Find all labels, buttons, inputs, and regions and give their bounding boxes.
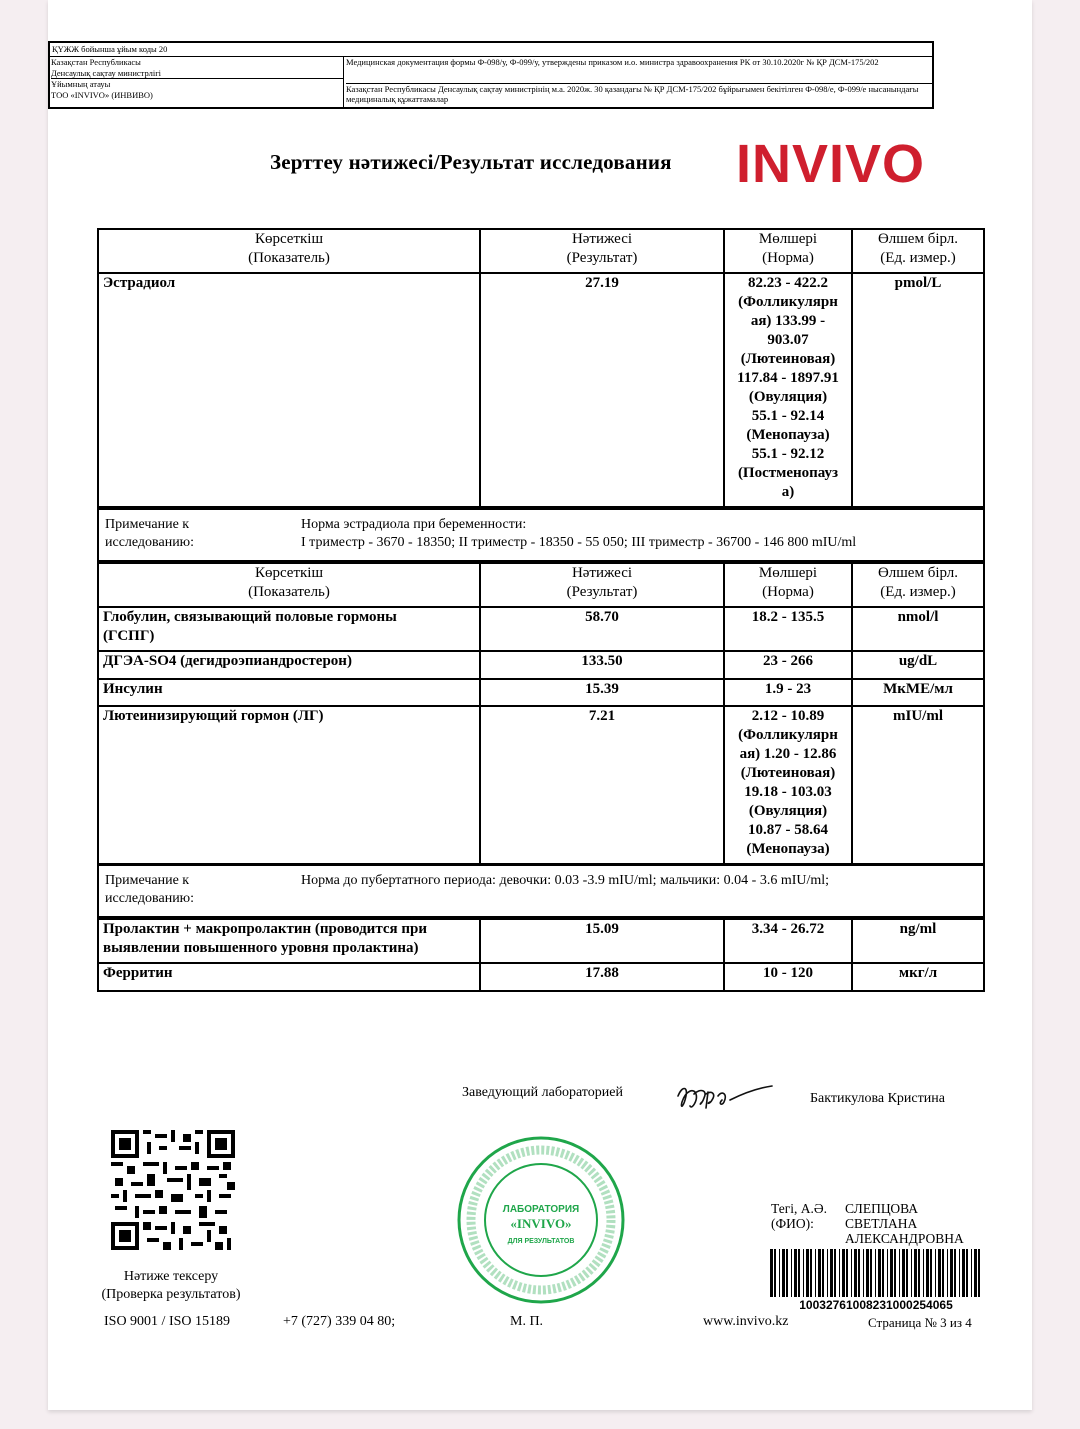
barcode-number: 10032761008231000254065	[799, 1298, 953, 1312]
barcode-bar	[830, 1249, 833, 1297]
barcode-bar	[782, 1249, 785, 1297]
estradiol-note	[97, 508, 985, 562]
barcode-bar	[870, 1249, 872, 1297]
indicator-name: Эстрадиол	[98, 273, 480, 507]
result-value: 133.50	[480, 651, 724, 679]
website-link[interactable]: www.invivo.kz	[703, 1314, 789, 1329]
barcode-bar	[779, 1249, 780, 1297]
barcode-bar	[810, 1249, 812, 1297]
table-row	[98, 963, 984, 991]
barcode-bar	[770, 1249, 773, 1297]
barcode-bar	[866, 1249, 869, 1297]
org-name: ТОО «INVIVO» (ИНВИВО)	[51, 89, 153, 100]
signatory-name: Бактикулова Кристина	[810, 1091, 945, 1106]
barcode-bar	[978, 1249, 980, 1297]
result-value: 15.09	[480, 919, 724, 963]
table-row	[98, 919, 984, 963]
signature-role: Заведующий лабораторией	[462, 1085, 623, 1100]
barcode-bar	[806, 1249, 809, 1297]
indicator-name: Инсулин	[98, 679, 480, 706]
qr-code[interactable]	[111, 1130, 235, 1250]
header-unit: Өлшем бірл. (Ед. измер.)	[852, 563, 984, 607]
barcode-bar	[959, 1249, 960, 1297]
result-value: 17.88	[480, 963, 724, 991]
norm-range: 82.23 - 422.2 (Фолликулярн ая) 133.99 - 903.07 (Лютеиновая) 117.84 - 1897.91 (Овуляция) 55.1 - 92.14 (Менопауза) 55.1 - 92.12 (Постменопауз а)	[724, 273, 852, 507]
invivo-logo: INVIVO	[736, 134, 926, 194]
barcode-bar	[854, 1249, 857, 1297]
barcode-bar	[827, 1249, 828, 1297]
unit-value: МкМЕ/мл	[852, 679, 984, 706]
barcode-bar	[966, 1249, 968, 1297]
header-norm: Мөлшері (Норма)	[724, 229, 852, 273]
page-title: Зерттеу нәтижесі/Результат исследования	[270, 150, 672, 174]
stamp-place-label: М. П.	[510, 1314, 544, 1329]
header-result: Нәтижесі (Результат)	[480, 229, 724, 273]
barcode-bar	[942, 1249, 944, 1297]
ministry-block	[50, 57, 344, 107]
header-unit: Өлшем бірл. (Ед. измер.)	[852, 229, 984, 273]
lh-note	[97, 864, 985, 918]
table-row	[98, 651, 984, 679]
barcode-bar	[818, 1249, 821, 1297]
unit-value: mIU/ml	[852, 706, 984, 864]
barcode-bar	[798, 1249, 800, 1297]
indicator-name: Пролактин + макропролактин (проводится при выявлении повышенного уровня пролактина)	[98, 919, 480, 963]
indicator-name: ДГЭА-SO4 (дегидроэпиандростерон)	[98, 651, 480, 679]
barcode-bar	[791, 1249, 792, 1297]
header-indicator: Көрсеткіш (Показатель)	[98, 229, 480, 273]
table-row	[98, 273, 984, 507]
norm-range: 23 - 266	[724, 651, 852, 679]
stamp-line3: ДЛЯ РЕЗУЛЬТАТОВ	[507, 1238, 575, 1245]
barcode-bar	[935, 1249, 936, 1297]
stamp-line1: ЛАБОРАТОРИЯ	[502, 1204, 580, 1215]
barcode	[768, 1249, 984, 1297]
indicator-name: Глобулин, связывающий половые гормоны (ГСПГ)	[98, 607, 480, 651]
ministry-line: Денсаулық сақтау министрлігі	[51, 68, 343, 80]
unit-value: pmol/L	[852, 273, 984, 507]
barcode-bar	[911, 1249, 912, 1297]
barcode-bar	[890, 1249, 893, 1297]
unit-value: nmol/l	[852, 607, 984, 651]
org-label: Ұйымның атауы	[51, 79, 111, 89]
table-header-row	[98, 563, 984, 607]
signature-image	[672, 1080, 782, 1120]
table-header-row	[98, 229, 984, 273]
patient-name: СЛЕПЦОВА СВЕТЛАНА АЛЕКСАНДРОВНА	[845, 1201, 964, 1246]
ministry-line: Казақстан Республикасы	[51, 57, 141, 67]
table-row	[98, 706, 984, 864]
norm-range: 18.2 - 135.5	[724, 607, 852, 651]
unit-value: ng/ml	[852, 919, 984, 963]
barcode-bar	[842, 1249, 845, 1297]
result-value: 58.70	[480, 607, 724, 651]
results-table-other	[97, 918, 985, 992]
barcode-bar	[950, 1249, 953, 1297]
barcode-bar	[774, 1249, 776, 1297]
unit-value: ug/dL	[852, 651, 984, 679]
barcode-bar	[887, 1249, 888, 1297]
barcode-bar	[794, 1249, 797, 1297]
page-number: Страница № 3 из 4	[868, 1315, 972, 1330]
phone-number: +7 (727) 339 04 80;	[283, 1314, 396, 1329]
barcode-bar	[974, 1249, 977, 1297]
form-reference-ru: Медицинская документация формы Ф-098/у, Ф-099/у, утверждены приказом и.о. министра здравоохранения РК от 30.10.2020г № ҚР ДСМ-175/202	[346, 57, 932, 84]
barcode-bar	[947, 1249, 948, 1297]
barcode-bar	[954, 1249, 956, 1297]
qr-caption: Нәтиже тексеру (Проверка результатов)	[101, 1269, 241, 1302]
result-value: 27.19	[480, 273, 724, 507]
barcode-bar	[834, 1249, 836, 1297]
note-text: Норма до пубертатного периода: девочки: 0.03 -3.9 mIU/ml; мальчики: 0.04 - 3.6 mIU/ml;	[301, 873, 830, 888]
results-table-estradiol	[97, 228, 985, 508]
norm-range: 2.12 - 10.89 (Фолликулярн ая) 1.20 - 12.86 (Лютеиновая) 19.18 - 103.03 (Овуляция) 10.87 - 58.64 (Менопауза)	[724, 706, 852, 864]
note-label: Примечание к исследованию:	[105, 517, 195, 550]
barcode-bar	[971, 1249, 972, 1297]
barcode-bar	[930, 1249, 932, 1297]
org-code: ҚҮЖЖ бойынша ұйым коды 20	[50, 43, 932, 57]
header-indicator: Көрсеткіш (Показатель)	[98, 563, 480, 607]
barcode-bar	[902, 1249, 905, 1297]
barcode-bar	[822, 1249, 824, 1297]
header-norm: Мөлшері (Норма)	[724, 563, 852, 607]
note-label: Примечание к исследованию:	[105, 873, 195, 906]
barcode-bar	[878, 1249, 881, 1297]
barcode-bar	[923, 1249, 924, 1297]
barcode-bar	[882, 1249, 884, 1297]
barcode-bar	[926, 1249, 929, 1297]
indicator-name: Лютеинизирующий гормон (ЛГ)	[98, 706, 480, 864]
barcode-bar	[803, 1249, 804, 1297]
barcode-bar	[962, 1249, 965, 1297]
result-value: 15.39	[480, 679, 724, 706]
norm-range: 3.34 - 26.72	[724, 919, 852, 963]
note-text: Норма эстрадиола при беременности: I триместр - 3670 - 18350; II триместр - 18350 - 55 050; III триместр - 36700 - 146 800 mIU/ml	[301, 517, 857, 550]
barcode-bar	[894, 1249, 896, 1297]
result-value: 7.21	[480, 706, 724, 864]
barcode-bar	[875, 1249, 876, 1297]
barcode-bar	[863, 1249, 864, 1297]
barcode-bar	[786, 1249, 788, 1297]
barcode-bar	[918, 1249, 920, 1297]
barcode-bar	[899, 1249, 900, 1297]
barcode-bar	[858, 1249, 860, 1297]
stamp-line2: «INVIVO»	[510, 1216, 572, 1231]
norm-range: 10 - 120	[724, 963, 852, 991]
patient-label: Тегі, А.Ә. (ФИО):	[771, 1201, 828, 1231]
results-table-hormones	[97, 562, 985, 865]
barcode-bar	[846, 1249, 848, 1297]
form-reference-kz: Казақстан Республикасы Денсаулық сақтау министрінің м.а. 2020ж. 30 қазандағы № ҚР ДСМ-175/202 бұйрығымен бекітілген Ф-098/е, Ф-099/е нысанындағы медициналық құжаттамалар	[346, 84, 919, 104]
barcode-bar	[906, 1249, 908, 1297]
norm-range: 1.9 - 23	[724, 679, 852, 706]
barcode-bar	[839, 1249, 840, 1297]
barcode-bar	[851, 1249, 852, 1297]
form-reference	[344, 57, 932, 107]
indicator-name: Ферритин	[98, 963, 480, 991]
barcode-bar	[815, 1249, 816, 1297]
form-header	[48, 41, 934, 109]
table-row	[98, 679, 984, 706]
iso-certification: ISO 9001 / ISO 15189	[104, 1314, 231, 1329]
table-row	[98, 607, 984, 651]
barcode-bar	[914, 1249, 917, 1297]
barcode-bar	[938, 1249, 941, 1297]
unit-value: мкг/л	[852, 963, 984, 991]
laboratory-stamp	[456, 1135, 626, 1305]
header-result: Нәтижесі (Результат)	[480, 563, 724, 607]
